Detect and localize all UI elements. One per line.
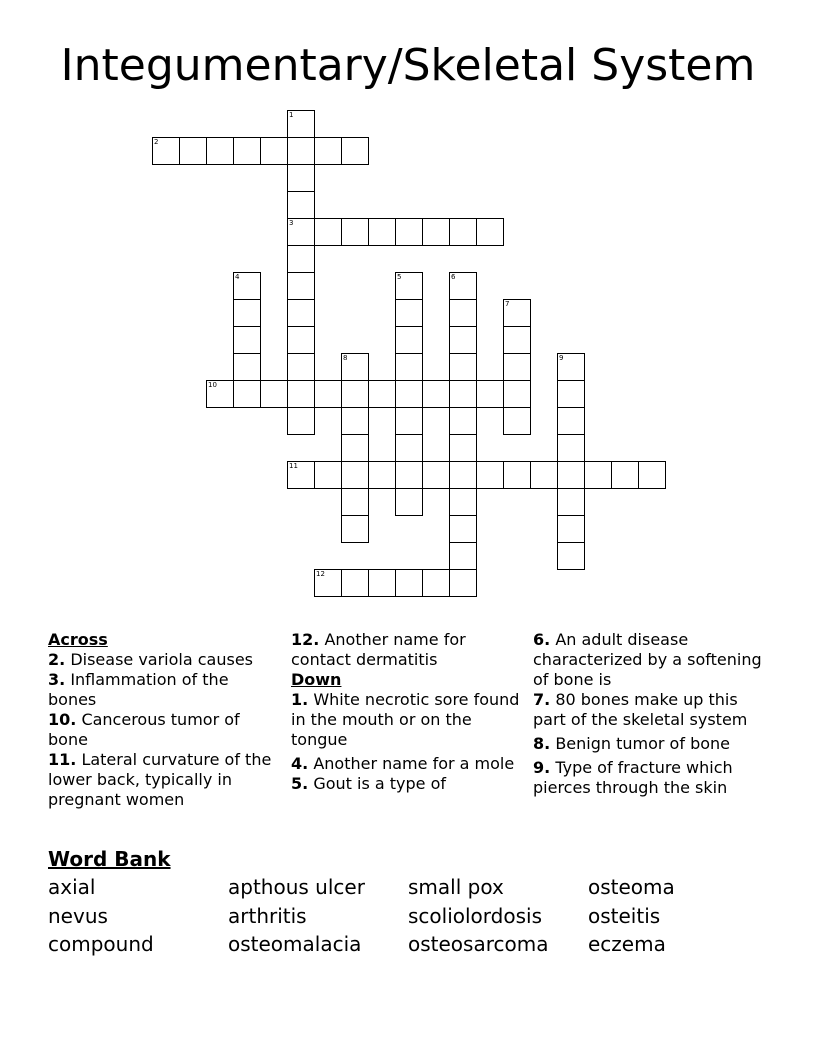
clue-number-label: 7 <box>505 300 510 308</box>
clue-number: 8. <box>533 734 551 753</box>
clues-column-1 <box>48 630 278 810</box>
word-bank-item: arthritis <box>228 904 307 928</box>
word-bank-item: osteoma <box>588 875 675 899</box>
word-bank-item: compound <box>48 932 154 956</box>
grid-cell[interactable] <box>449 272 477 300</box>
clue-number-label: 10 <box>208 381 217 389</box>
clue-down-1 <box>291 690 523 750</box>
grid-cell[interactable] <box>341 488 369 516</box>
grid-cell[interactable] <box>341 407 369 435</box>
grid-cell[interactable] <box>368 461 396 489</box>
grid-cell[interactable] <box>152 137 180 165</box>
grid-cell[interactable] <box>395 461 423 489</box>
grid-cell[interactable] <box>233 272 261 300</box>
clue-down-5 <box>291 774 523 794</box>
grid-cell[interactable] <box>287 380 315 408</box>
clue-number: 4. <box>291 754 309 773</box>
clue-text: Type of fracture which pierces through the skin <box>533 758 733 797</box>
grid-cell[interactable] <box>206 137 234 165</box>
page-title: Integumentary/Skeletal System <box>60 40 756 91</box>
word-bank-item: nevus <box>48 904 108 928</box>
clue-number-label: 8 <box>343 354 348 362</box>
clue-down-6 <box>533 630 773 690</box>
grid-cell[interactable] <box>287 191 315 219</box>
grid-cell[interactable] <box>557 434 585 462</box>
grid-cell[interactable] <box>449 515 477 543</box>
clue-number-label: 5 <box>397 273 402 281</box>
grid-cell[interactable] <box>449 326 477 354</box>
grid-cell[interactable] <box>368 218 396 246</box>
grid-cell[interactable] <box>476 461 504 489</box>
grid-cell[interactable] <box>395 353 423 381</box>
clue-number-label: 9 <box>559 354 564 362</box>
grid-cell[interactable] <box>584 461 612 489</box>
grid-cell[interactable] <box>341 380 369 408</box>
grid-cell[interactable] <box>449 434 477 462</box>
grid-cell[interactable] <box>395 326 423 354</box>
grid-cell[interactable] <box>503 353 531 381</box>
grid-cell[interactable] <box>611 461 639 489</box>
grid-cell[interactable] <box>503 407 531 435</box>
clue-text: Gout is a type of <box>313 774 447 793</box>
grid-cell[interactable] <box>287 137 315 165</box>
grid-cell[interactable] <box>476 218 504 246</box>
clue-across-11 <box>48 750 278 810</box>
grid-cell[interactable] <box>341 137 369 165</box>
word-bank-item: eczema <box>588 932 666 956</box>
grid-cell[interactable] <box>557 515 585 543</box>
grid-cell[interactable] <box>314 137 342 165</box>
grid-cell[interactable] <box>422 380 450 408</box>
grid-cell[interactable] <box>287 245 315 273</box>
grid-cell[interactable] <box>233 380 261 408</box>
grid-cell[interactable] <box>314 380 342 408</box>
word-bank-title: Word Bank <box>48 847 171 871</box>
grid-cell[interactable] <box>287 299 315 327</box>
clue-text: Cancerous tumor of bone <box>48 710 240 749</box>
clue-down-7 <box>533 690 773 730</box>
grid-cell[interactable] <box>395 434 423 462</box>
across-heading: Across <box>48 630 108 649</box>
grid-cell[interactable] <box>368 569 396 597</box>
word-bank-item: small pox <box>408 875 504 899</box>
grid-cell[interactable] <box>395 299 423 327</box>
grid-cell[interactable] <box>341 569 369 597</box>
grid-cell[interactable] <box>395 488 423 516</box>
grid-cell[interactable] <box>557 380 585 408</box>
clue-text: White necrotic sore found in the mouth or on the tongue <box>291 690 520 749</box>
grid-cell[interactable] <box>341 218 369 246</box>
clue-across-3 <box>48 670 278 710</box>
grid-cell[interactable] <box>557 407 585 435</box>
grid-cell[interactable] <box>233 299 261 327</box>
grid-cell[interactable] <box>422 461 450 489</box>
clue-number: 12. <box>291 630 320 649</box>
grid-cell[interactable] <box>341 353 369 381</box>
clue-text: An adult disease characterized by a softening of bone is <box>533 630 762 689</box>
clue-number: 6. <box>533 630 551 649</box>
grid-cell[interactable] <box>422 569 450 597</box>
grid-cell[interactable] <box>395 218 423 246</box>
grid-cell[interactable] <box>314 461 342 489</box>
word-bank-item: osteitis <box>588 904 661 928</box>
clue-text: Benign tumor of bone <box>555 734 730 753</box>
grid-cell[interactable] <box>449 380 477 408</box>
grid-cell[interactable] <box>287 326 315 354</box>
grid-cell[interactable] <box>503 299 531 327</box>
grid-cell[interactable] <box>368 380 396 408</box>
grid-cell[interactable] <box>287 110 315 138</box>
grid-cell[interactable] <box>179 137 207 165</box>
grid-cell[interactable] <box>260 137 288 165</box>
grid-cell[interactable] <box>287 461 315 489</box>
grid-cell[interactable] <box>530 461 558 489</box>
grid-cell[interactable] <box>449 407 477 435</box>
clue-across-12 <box>291 630 523 670</box>
clues-column-2 <box>291 630 523 794</box>
grid-cell[interactable] <box>287 164 315 192</box>
word-bank-item: osteosarcoma <box>408 932 549 956</box>
word-bank-item: scoliolordosis <box>408 904 542 928</box>
word-bank-item: axial <box>48 875 96 899</box>
grid-cell[interactable] <box>503 461 531 489</box>
clue-down-4 <box>291 754 523 774</box>
grid-cell[interactable] <box>557 542 585 570</box>
word-bank-item: apthous ulcer <box>228 875 365 899</box>
clue-number-label: 3 <box>289 219 294 227</box>
clue-number: 5. <box>291 774 309 793</box>
grid-cell[interactable] <box>206 380 234 408</box>
grid-cell[interactable] <box>287 218 315 246</box>
clue-text: Disease variola causes <box>70 650 254 669</box>
clue-number-label: 1 <box>289 111 294 119</box>
clue-number: 1. <box>291 690 309 709</box>
grid-cell[interactable] <box>449 569 477 597</box>
grid-cell[interactable] <box>341 461 369 489</box>
clue-number: 7. <box>533 690 551 709</box>
grid-cell[interactable] <box>314 218 342 246</box>
clue-text: Lateral curvature of the lower back, typically in pregnant women <box>48 750 272 809</box>
clue-number-label: 4 <box>235 273 240 281</box>
grid-cell[interactable] <box>503 326 531 354</box>
grid-cell[interactable] <box>314 569 342 597</box>
grid-cell[interactable] <box>341 434 369 462</box>
clue-across-2 <box>48 650 278 670</box>
grid-cell[interactable] <box>395 569 423 597</box>
grid-cell[interactable] <box>287 272 315 300</box>
clue-number: 9. <box>533 758 551 777</box>
clue-number-label: 2 <box>154 138 159 146</box>
grid-cell[interactable] <box>341 515 369 543</box>
grid-cell[interactable] <box>449 353 477 381</box>
clue-text: Inflammation of the bones <box>48 670 229 709</box>
grid-cell[interactable] <box>395 272 423 300</box>
grid-cell[interactable] <box>476 380 504 408</box>
grid-cell[interactable] <box>557 353 585 381</box>
grid-cell[interactable] <box>449 461 477 489</box>
clue-across-10 <box>48 710 278 750</box>
grid-cell[interactable] <box>449 488 477 516</box>
clue-number-label: 11 <box>289 462 298 470</box>
grid-cell[interactable] <box>449 218 477 246</box>
grid-cell[interactable] <box>260 380 288 408</box>
clue-down-9 <box>533 758 773 798</box>
clue-text: Another name for a mole <box>313 754 515 773</box>
grid-cell[interactable] <box>233 137 261 165</box>
grid-cell[interactable] <box>287 353 315 381</box>
down-heading: Down <box>291 670 342 689</box>
grid-cell[interactable] <box>503 380 531 408</box>
clue-number-label: 6 <box>451 273 456 281</box>
grid-cell[interactable] <box>422 218 450 246</box>
grid-cell[interactable] <box>287 407 315 435</box>
grid-cell[interactable] <box>233 326 261 354</box>
grid-cell[interactable] <box>557 488 585 516</box>
clue-number-label: 12 <box>316 570 325 578</box>
grid-cell[interactable] <box>233 353 261 381</box>
grid-cell[interactable] <box>557 461 585 489</box>
grid-cell[interactable] <box>449 299 477 327</box>
grid-cell[interactable] <box>395 407 423 435</box>
clue-down-8 <box>533 734 773 754</box>
clue-number: 10. <box>48 710 77 729</box>
grid-cell[interactable] <box>638 461 666 489</box>
clue-text: 80 bones make up this part of the skeletal system <box>533 690 748 729</box>
clue-text: Another name for contact dermatitis <box>291 630 466 669</box>
clue-number: 3. <box>48 670 66 689</box>
grid-cell[interactable] <box>395 380 423 408</box>
grid-cell[interactable] <box>449 542 477 570</box>
clue-number: 2. <box>48 650 66 669</box>
word-bank-item: osteomalacia <box>228 932 362 956</box>
clues-column-3 <box>533 630 773 798</box>
clue-number: 11. <box>48 750 77 769</box>
